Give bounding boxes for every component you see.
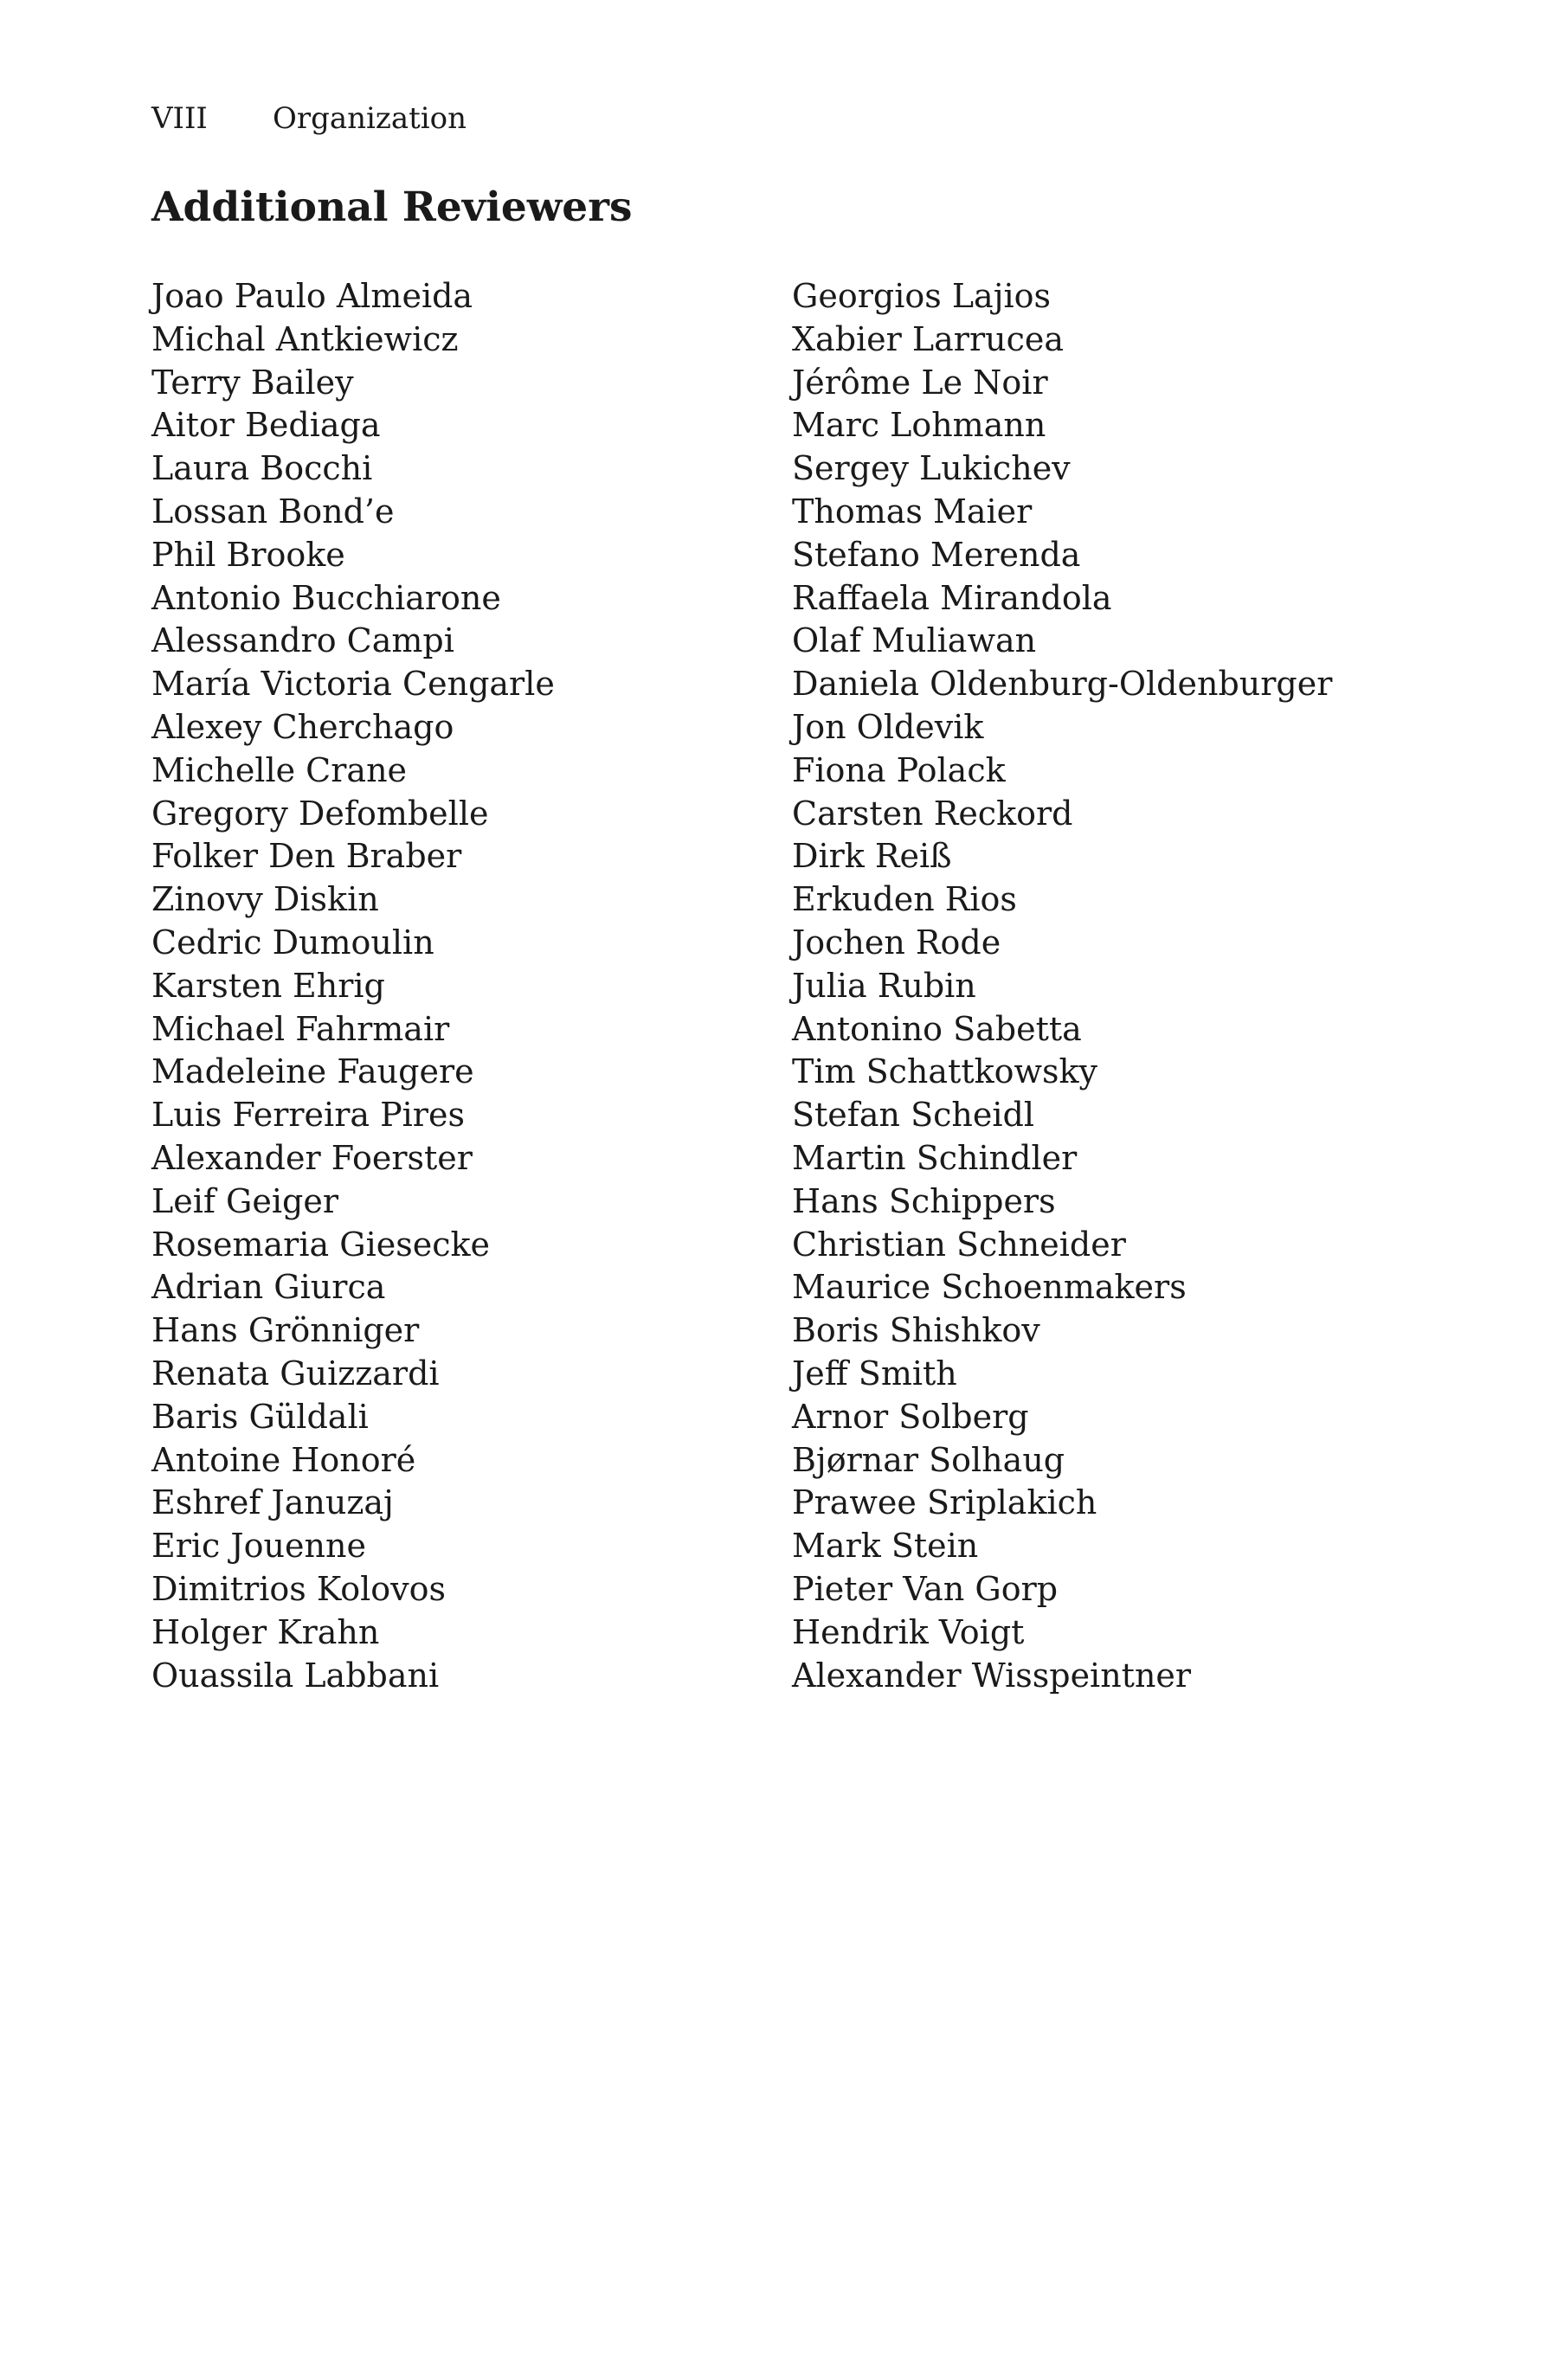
reviewer-name: Raffaela Mirandola xyxy=(792,578,1112,617)
reviewer-name: Eshref Januzaj xyxy=(151,1483,394,1522)
reviewer-name: Bjørnar Solhaug xyxy=(792,1440,1065,1479)
reviewer-name: Zinovy Diskin xyxy=(151,880,379,919)
reviewer-name: Karsten Ehrig xyxy=(151,966,385,1005)
reviewer-name: Christian Schneider xyxy=(792,1225,1126,1264)
reviewer-name: Aitor Bediaga xyxy=(151,406,381,445)
reviewer-name: Antoine Honoré xyxy=(151,1440,416,1479)
reviewer-name: Alexey Cherchago xyxy=(151,707,454,746)
reviewer-name: Stefan Scheidl xyxy=(792,1096,1034,1135)
running-title: Organization xyxy=(273,101,467,136)
reviewer-name: Folker Den Braber xyxy=(151,837,462,876)
page-number: VIII xyxy=(151,101,208,136)
reviewer-name: Phil Brooke xyxy=(151,535,345,574)
reviewer-name: Mark Stein xyxy=(792,1527,979,1566)
reviewer-name: María Victoria Cengarle xyxy=(151,665,555,704)
reviewer-name: Xabier Larrucea xyxy=(792,319,1065,358)
reviewer-name: Arnor Solberg xyxy=(792,1397,1029,1436)
reviewer-name: Baris Güldali xyxy=(151,1397,369,1436)
reviewer-name: Antonino Sabetta xyxy=(792,1009,1082,1048)
reviewer-name: Michelle Crane xyxy=(151,750,408,789)
reviewer-name: Michal Antkiewicz xyxy=(151,319,459,358)
reviewer-name: Martin Schindler xyxy=(792,1138,1078,1177)
reviewer-name: Dirk Reiß xyxy=(792,837,952,876)
reviewer-name: Jeff Smith xyxy=(792,1354,957,1393)
reviewer-name: Gregory Defombelle xyxy=(151,794,489,833)
reviewer-name: Fiona Polack xyxy=(792,750,1006,789)
reviewer-name: Jon Oldevik xyxy=(792,707,984,746)
reviewer-name: Prawee Sriplakich xyxy=(792,1483,1097,1522)
reviewer-name: Thomas Maier xyxy=(792,492,1033,531)
reviewer-name: Tim Schattkowsky xyxy=(792,1052,1098,1091)
reviewer-name: Boris Shishkov xyxy=(792,1311,1040,1350)
reviewer-name: Michael Fahrmair xyxy=(151,1009,450,1048)
reviewer-name: Madeleine Faugere xyxy=(151,1052,474,1091)
reviewers-right-column xyxy=(792,275,1502,1697)
reviewer-name: Cedric Dumoulin xyxy=(151,923,434,962)
reviewer-name: Maurice Schoenmakers xyxy=(792,1268,1187,1307)
reviewer-name: Renata Guizzardi xyxy=(151,1354,440,1393)
reviewer-name: Erkuden Rios xyxy=(792,880,1017,919)
reviewer-name: Hendrik Voigt xyxy=(792,1612,1025,1651)
reviewer-name: Alessandro Campi xyxy=(151,621,454,660)
reviewer-name: Olaf Muliawan xyxy=(792,621,1037,660)
reviewer-name: Leif Geiger xyxy=(151,1181,338,1220)
reviewer-name: Pieter Van Gorp xyxy=(792,1569,1059,1608)
reviewer-name: Terry Bailey xyxy=(151,363,354,402)
reviewer-name: Stefano Merenda xyxy=(792,535,1081,574)
reviewer-name: Carsten Reckord xyxy=(792,794,1073,833)
reviewer-name: Laura Bocchi xyxy=(151,449,373,488)
section-title: Additional Reviewers xyxy=(151,183,633,231)
reviewer-name: Adrian Giurca xyxy=(151,1268,386,1307)
reviewer-name: Marc Lohmann xyxy=(792,406,1046,445)
reviewer-name: Daniela Oldenburg-Oldenburger xyxy=(792,665,1333,704)
reviewer-name: Joao Paulo Almeida xyxy=(151,277,473,315)
reviewer-name: Antonio Bucchiarone xyxy=(151,578,501,617)
reviewer-name: Alexander Foerster xyxy=(151,1138,473,1177)
reviewer-name: Dimitrios Kolovos xyxy=(151,1569,446,1608)
reviewers-left-column xyxy=(151,275,757,1697)
reviewer-name: Hans Grönniger xyxy=(151,1311,420,1350)
reviewer-name: Eric Jouenne xyxy=(151,1527,366,1566)
reviewer-name: Holger Krahn xyxy=(151,1612,380,1651)
running-head xyxy=(151,97,467,140)
reviewer-name: Ouassila Labbani xyxy=(151,1656,440,1695)
reviewer-name: Jochen Rode xyxy=(792,923,1001,962)
reviewer-name: Alexander Wisspeintner xyxy=(792,1656,1192,1695)
reviewer-name: Jérôme Le Noir xyxy=(792,363,1048,402)
reviewer-name: Sergey Lukichev xyxy=(792,449,1071,488)
reviewer-name: Hans Schippers xyxy=(792,1181,1056,1220)
reviewer-name: Lossan Bond’e xyxy=(151,492,395,531)
reviewer-name: Luis Ferreira Pires xyxy=(151,1096,465,1135)
reviewer-name: Julia Rubin xyxy=(792,966,976,1005)
reviewer-name: Rosemaria Giesecke xyxy=(151,1225,491,1264)
reviewer-name: Georgios Lajios xyxy=(792,277,1052,315)
